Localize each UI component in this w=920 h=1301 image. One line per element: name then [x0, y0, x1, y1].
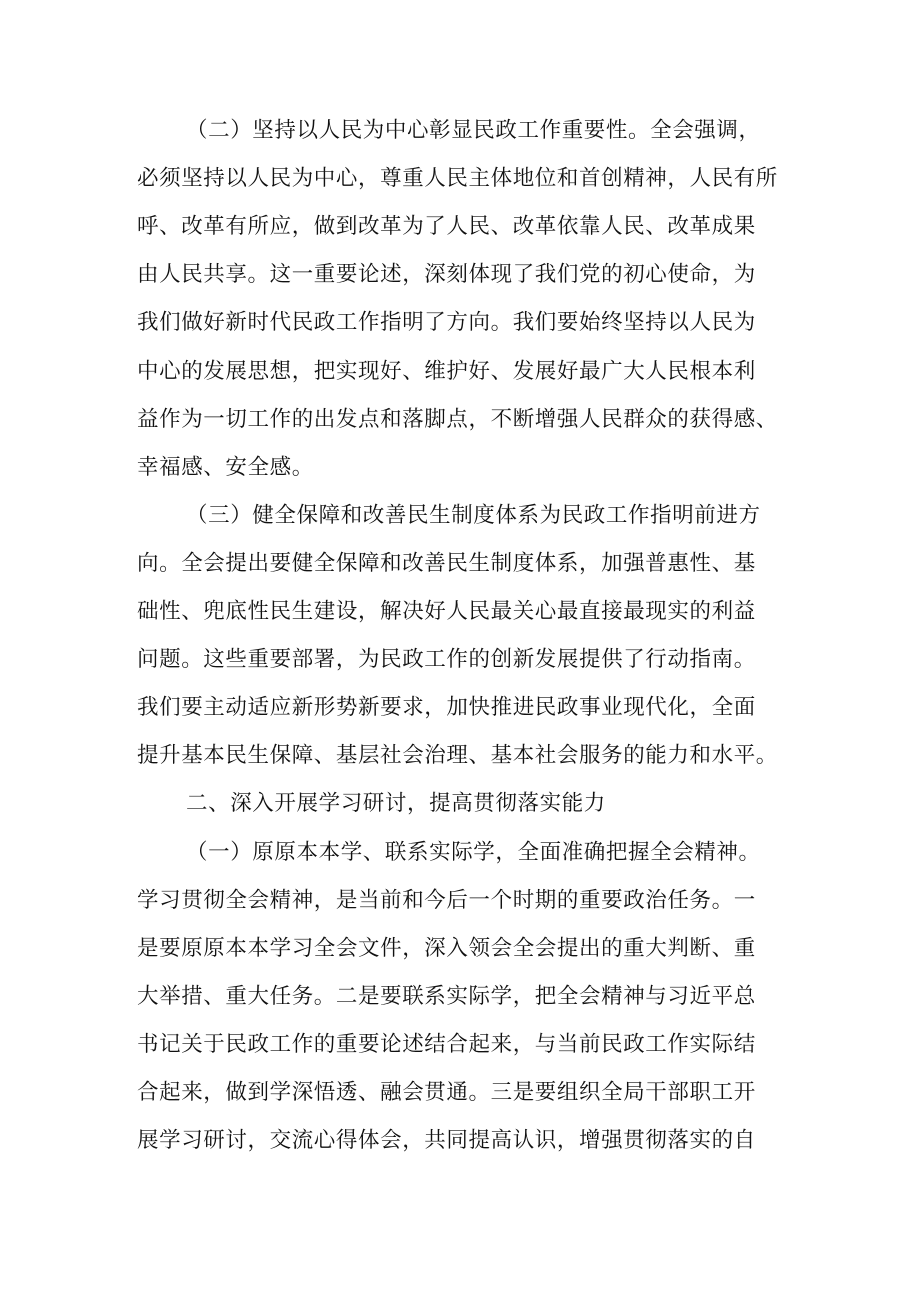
paragraph-line: 呼、改革有所应，做到改革为了人民、改革依靠人民、改革成果: [137, 214, 756, 239]
paragraph-line: （二）坚持以人民为中心彰显民政工作重要性。全会强调，: [186, 118, 761, 143]
paragraph-line: 是要原原本本学习全会文件，深入领会全会提出的重大判断、重: [137, 936, 756, 961]
paragraph-line: 提升基本民生保障、基层社会治理、基本社会服务的能力和水平。: [137, 743, 778, 768]
paragraph-line: 我们要主动适应新形势新要求，加快推进民政事业现代化，全面: [137, 695, 756, 720]
paragraph-line: 学习贯彻全会精神，是当前和今后一个时期的重要政治任务。一: [137, 888, 756, 913]
paragraph-line: 书记关于民政工作的重要论述结合起来，与当前民政工作实际结: [137, 1032, 756, 1057]
paragraph-line: 展学习研讨，交流心得体会，共同提高认识，增强贯彻落实的自: [137, 1128, 756, 1153]
paragraph-line: 益作为一切工作的出发点和落脚点，不断增强人民群众的获得感、: [137, 407, 778, 432]
paragraph-line: 础性、兜底性民生建设，解决好人民最关心最直接最现实的利益: [137, 599, 756, 624]
paragraph-line: 大举措、重大任务。二是要联系实际学，把全会精神与习近平总: [137, 984, 756, 1009]
section-heading: 二、深入开展学习研讨，提高贯彻落实能力: [186, 791, 606, 816]
paragraph-line: 幸福感、安全感。: [137, 455, 314, 480]
paragraph-line: 问题。这些重要部署，为民政工作的创新发展提供了行动指南。: [137, 647, 756, 672]
paragraph-line: 必须坚持以人民为中心，尊重人民主体地位和首创精神，人民有所: [137, 166, 778, 191]
paragraph-line: （三）健全保障和改善民生制度体系为民政工作指明前进方: [186, 503, 761, 528]
paragraph-line: 中心的发展思想，把实现好、维护好、发展好最广大人民根本利: [137, 359, 756, 384]
paragraph-line: 由人民共享。这一重要论述，深刻体现了我们党的初心使命，为: [137, 262, 756, 287]
paragraph-line: 我们做好新时代民政工作指明了方向。我们要始终坚持以人民为: [137, 310, 756, 335]
paragraph-line: 向。全会提出要健全保障和改善民生制度体系，加强普惠性、基: [137, 551, 756, 576]
paragraph-line: （一）原原本本学、联系实际学，全面准确把握全会精神。: [186, 840, 761, 865]
paragraph-line: 合起来，做到学深悟透、融会贯通。三是要组织全局干部职工开: [137, 1080, 756, 1105]
